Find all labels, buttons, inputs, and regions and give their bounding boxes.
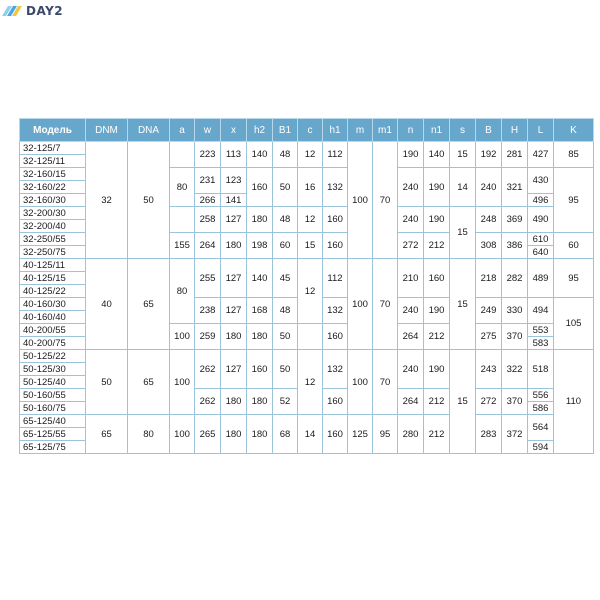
table-cell: 586 [528, 402, 554, 415]
table-cell: 65 [86, 415, 128, 454]
table-cell: 272 [398, 233, 424, 259]
column-header: m1 [373, 119, 398, 142]
table-cell: 12 [298, 350, 323, 415]
column-header: K [554, 119, 594, 142]
table-cell: 160 [247, 350, 273, 389]
table-cell: 70 [373, 142, 398, 259]
table-cell: 255 [195, 259, 221, 298]
model-cell: 50-125/30 [20, 363, 86, 376]
table-cell: 640 [528, 246, 554, 259]
table-cell: 190 [424, 168, 450, 207]
model-cell: 50-160/75 [20, 402, 86, 415]
table-cell: 190 [424, 298, 450, 324]
table-cell: 180 [221, 389, 247, 415]
table-cell: 15 [450, 350, 476, 454]
table-cell: 372 [502, 415, 528, 454]
column-header: w [195, 119, 221, 142]
table-cell: 160 [323, 415, 348, 454]
table-cell: 112 [323, 142, 348, 168]
column-header: n [398, 119, 424, 142]
table-cell: 240 [476, 168, 502, 207]
column-header: x [221, 119, 247, 142]
column-header: m [348, 119, 373, 142]
table-cell: 330 [502, 298, 528, 324]
table-cell: 127 [221, 350, 247, 389]
table-cell: 212 [424, 415, 450, 454]
model-cell: 32-160/15 [20, 168, 86, 181]
table-cell: 100 [348, 259, 373, 350]
table-cell: 272 [476, 389, 502, 415]
table-cell: 12 [298, 142, 323, 168]
table-cell: 132 [323, 350, 348, 389]
table-cell: 180 [221, 415, 247, 454]
model-cell: 32-250/55 [20, 233, 86, 246]
table-cell: 85 [554, 142, 594, 168]
column-header: a [170, 119, 195, 142]
table-cell: 132 [323, 298, 348, 324]
model-cell: 40-200/75 [20, 337, 86, 350]
model-cell: 50-125/22 [20, 350, 86, 363]
column-header: L [528, 119, 554, 142]
table-cell: 490 [528, 207, 554, 233]
table-cell: 266 [195, 194, 221, 207]
model-cell: 32-160/30 [20, 194, 86, 207]
table-row [20, 415, 594, 428]
table-cell: 127 [221, 298, 247, 324]
table-cell: 240 [398, 168, 424, 207]
table-cell: 50 [128, 142, 170, 259]
table-cell: 583 [528, 337, 554, 350]
table-cell: 262 [195, 389, 221, 415]
table-cell: 240 [398, 207, 424, 233]
table-cell: 249 [476, 298, 502, 324]
column-header: B [476, 119, 502, 142]
table-cell: 14 [450, 168, 476, 207]
logo-text: DAY2 [26, 4, 64, 18]
table-cell: 70 [373, 350, 398, 415]
logo [2, 4, 63, 18]
table-cell: 160 [323, 233, 348, 259]
table-cell: 80 [170, 168, 195, 207]
table-cell: 308 [476, 233, 502, 259]
table-cell: 231 [195, 168, 221, 194]
table-cell: 264 [195, 233, 221, 259]
table-cell [170, 142, 195, 168]
table-cell: 223 [195, 142, 221, 168]
table-cell: 190 [424, 207, 450, 233]
table-cell: 180 [221, 324, 247, 350]
table-cell: 386 [502, 233, 528, 259]
table-cell: 180 [221, 233, 247, 259]
table-cell: 248 [476, 207, 502, 233]
model-cell: 40-200/55 [20, 324, 86, 337]
table-cell: 518 [528, 350, 554, 389]
model-cell: 50-160/55 [20, 389, 86, 402]
table-cell: 160 [323, 207, 348, 233]
table-cell: 127 [221, 207, 247, 233]
column-header: H [502, 119, 528, 142]
table-cell: 160 [323, 324, 348, 350]
table-cell: 610 [528, 233, 554, 246]
table-header-row [20, 119, 594, 142]
table-cell: 80 [128, 415, 170, 454]
table-cell: 140 [247, 259, 273, 298]
table-cell: 140 [424, 142, 450, 168]
model-cell: 40-160/40 [20, 311, 86, 324]
model-cell: 32-200/40 [20, 220, 86, 233]
table-cell: 212 [424, 324, 450, 350]
column-header: h2 [247, 119, 273, 142]
table-cell: 100 [170, 415, 195, 454]
table-cell: 48 [273, 298, 298, 324]
table-cell: 280 [398, 415, 424, 454]
model-cell: 32-160/22 [20, 181, 86, 194]
table-cell: 127 [221, 259, 247, 298]
table-cell: 553 [528, 324, 554, 337]
table-cell: 190 [424, 350, 450, 389]
logo-mark-icon [2, 5, 24, 17]
table-cell: 40 [86, 259, 128, 350]
table-cell: 15 [298, 233, 323, 259]
table-cell: 48 [273, 207, 298, 233]
column-header: s [450, 119, 476, 142]
table-cell: 427 [528, 142, 554, 168]
table-row [20, 259, 594, 272]
table-cell: 594 [528, 441, 554, 454]
table-cell: 52 [273, 389, 298, 415]
table-cell [298, 324, 323, 350]
column-header: h1 [323, 119, 348, 142]
model-cell: 65-125/40 [20, 415, 86, 428]
table-cell: 238 [195, 298, 221, 324]
table-cell: 14 [298, 415, 323, 454]
table-cell: 180 [247, 389, 273, 415]
table-cell: 192 [476, 142, 502, 168]
model-cell: 40-160/30 [20, 298, 86, 311]
table-cell: 160 [424, 259, 450, 298]
table-cell: 112 [323, 259, 348, 298]
table-cell: 48 [273, 142, 298, 168]
table-cell: 95 [554, 259, 594, 298]
table-cell: 123 [221, 168, 247, 194]
column-header: DNM [86, 119, 128, 142]
table-cell: 258 [195, 207, 221, 233]
table-cell: 218 [476, 259, 502, 298]
table-cell: 50 [86, 350, 128, 415]
table-cell: 321 [502, 168, 528, 207]
table-cell: 95 [373, 415, 398, 454]
table-cell: 190 [398, 142, 424, 168]
table-cell: 212 [424, 233, 450, 259]
table-cell: 65 [128, 259, 170, 350]
column-header: n1 [424, 119, 450, 142]
table-cell: 370 [502, 324, 528, 350]
table-cell [170, 207, 195, 233]
table-cell: 281 [502, 142, 528, 168]
table-cell: 95 [554, 168, 594, 233]
model-cell: 40-125/22 [20, 285, 86, 298]
table-cell: 50 [273, 324, 298, 350]
table-cell: 556 [528, 389, 554, 402]
column-header: DNA [128, 119, 170, 142]
table-row [20, 142, 594, 155]
table-cell: 240 [398, 298, 424, 324]
table-cell: 113 [221, 142, 247, 168]
model-cell: 50-125/40 [20, 376, 86, 389]
table-row [20, 350, 594, 363]
table-cell: 180 [247, 207, 273, 233]
table-cell: 240 [398, 350, 424, 389]
table-cell: 283 [476, 415, 502, 454]
table-cell: 180 [247, 324, 273, 350]
table-cell: 243 [476, 350, 502, 389]
table-cell: 160 [247, 168, 273, 207]
model-cell: 65-125/55 [20, 428, 86, 441]
table-cell: 564 [528, 415, 554, 441]
model-cell: 32-200/30 [20, 207, 86, 220]
table-cell: 110 [554, 350, 594, 454]
table-cell: 369 [502, 207, 528, 233]
table-cell: 16 [298, 168, 323, 207]
table-cell: 264 [398, 389, 424, 415]
table-cell: 265 [195, 415, 221, 454]
table-cell: 50 [273, 350, 298, 389]
table-cell: 68 [273, 415, 298, 454]
model-cell: 40-125/15 [20, 272, 86, 285]
table-cell: 141 [221, 194, 247, 207]
table-cell: 494 [528, 298, 554, 324]
model-cell: 40-125/11 [20, 259, 86, 272]
table-cell: 70 [373, 259, 398, 350]
table-cell: 370 [502, 389, 528, 415]
dimensions-table [19, 118, 594, 454]
table-cell: 264 [398, 324, 424, 350]
table-cell: 160 [323, 389, 348, 415]
table-cell: 15 [450, 142, 476, 168]
column-header: c [298, 119, 323, 142]
table-cell: 100 [170, 350, 195, 415]
table-cell: 12 [298, 207, 323, 233]
column-header: B1 [273, 119, 298, 142]
table-cell: 198 [247, 233, 273, 259]
table-cell: 282 [502, 259, 528, 298]
table-cell: 262 [195, 350, 221, 389]
table-cell: 100 [348, 142, 373, 259]
table-cell: 140 [247, 142, 273, 168]
model-cell: 32-250/75 [20, 246, 86, 259]
table-cell: 100 [348, 350, 373, 415]
model-cell: 65-125/75 [20, 441, 86, 454]
table-cell: 100 [170, 324, 195, 350]
column-header: Модель [20, 119, 86, 142]
table-cell: 212 [424, 389, 450, 415]
table-cell: 32 [86, 142, 128, 259]
table-cell: 105 [554, 298, 594, 350]
table-cell: 50 [273, 168, 298, 207]
table-cell: 125 [348, 415, 373, 454]
table-cell: 322 [502, 350, 528, 389]
model-cell: 32-125/7 [20, 142, 86, 155]
table-cell: 489 [528, 259, 554, 298]
table-cell: 496 [528, 194, 554, 207]
table-cell: 155 [170, 233, 195, 259]
table-cell: 60 [273, 233, 298, 259]
table-cell: 80 [170, 259, 195, 324]
table-cell: 168 [247, 298, 273, 324]
table-cell: 15 [450, 259, 476, 350]
table-cell: 259 [195, 324, 221, 350]
table-cell: 65 [128, 350, 170, 415]
table-cell: 45 [273, 259, 298, 298]
table-body [20, 142, 594, 454]
table-cell: 12 [298, 259, 323, 324]
table-cell: 180 [247, 415, 273, 454]
table-cell: 275 [476, 324, 502, 350]
table-cell: 132 [323, 168, 348, 207]
table-cell: 60 [554, 233, 594, 259]
table-cell: 15 [450, 207, 476, 259]
model-cell: 32-125/11 [20, 155, 86, 168]
table-cell: 430 [528, 168, 554, 194]
table-cell: 210 [398, 259, 424, 298]
